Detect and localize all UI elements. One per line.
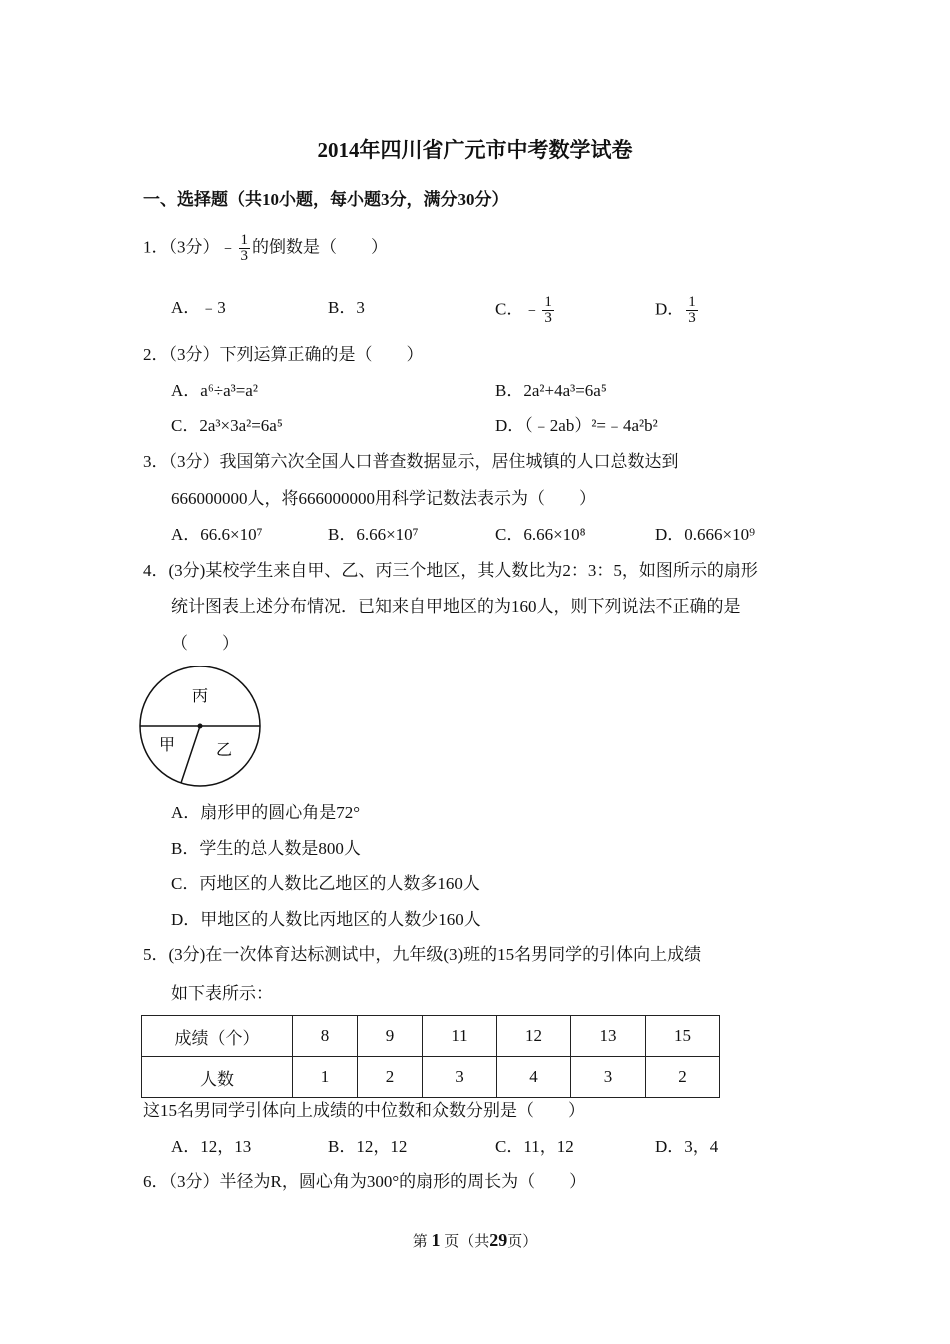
- table-cell: 1: [293, 1057, 358, 1098]
- q1-option-d-den: 3: [688, 310, 696, 326]
- question-4-line3: （ ）: [171, 634, 239, 653]
- q5-option-d: D．3，4: [655, 1137, 719, 1156]
- table-row-scores: [142, 1016, 720, 1057]
- pie-label-bing: 丙: [191, 686, 209, 705]
- q1-option-c: [495, 295, 556, 326]
- table-cell: 2: [358, 1057, 423, 1098]
- q1-option-d-label: D．: [655, 299, 685, 319]
- footer-post: 页）: [507, 1234, 538, 1250]
- table-header-counts: 人数: [142, 1057, 293, 1098]
- question-5-line1: 5．(3分)在一次体育达标测试中，九年级(3)班的15名男同学的引体向上成绩: [143, 945, 702, 964]
- q5-option-b: B．12，12: [328, 1137, 408, 1156]
- question-1: [143, 233, 388, 264]
- table-cell: 4: [497, 1057, 571, 1098]
- q1-option-d-num: 1: [688, 294, 696, 310]
- table-cell: 9: [358, 1016, 423, 1057]
- q1-option-c-den: 3: [544, 310, 552, 326]
- q1-suffix: 的倒数是（ ）: [252, 237, 388, 257]
- page-title: 2014年四川省广元市中考数学试卷: [317, 138, 633, 162]
- q1-frac-den: 3: [240, 248, 248, 264]
- pie-label-yi: 乙: [215, 740, 233, 759]
- table-cell: 2: [646, 1057, 720, 1098]
- q5-option-c: C．11，12: [495, 1137, 574, 1156]
- q1-option-c-num: 1: [544, 294, 552, 310]
- q3-option-c: C．6.66×10⁸: [495, 525, 586, 544]
- pie-divider-slant: [181, 726, 200, 783]
- table-cell: 13: [571, 1016, 646, 1057]
- q5-option-a: A．12，13: [171, 1137, 252, 1156]
- q3-option-d: D．0.666×10⁹: [655, 525, 756, 544]
- table-cell: 3: [571, 1057, 646, 1098]
- table-header-scores: 成绩（个）: [142, 1016, 293, 1057]
- q2-option-c: C．2a³×3a²=6a⁵: [171, 416, 283, 435]
- question-3-line2: 666000000人，将666000000用科学记数法表示为（ ）: [171, 489, 596, 508]
- table-row-counts: [142, 1057, 720, 1098]
- question-5-question: 这15名男同学引体向上成绩的中位数和众数分别是（ ）: [143, 1101, 585, 1120]
- q2-option-d: D．（﹣2ab）²=﹣4a²b²: [495, 416, 658, 435]
- q1-option-c-label: C．﹣: [495, 299, 541, 319]
- table-cell: 3: [423, 1057, 497, 1098]
- q1-option-a: A．﹣3: [171, 298, 226, 317]
- footer-mid: 页（共: [444, 1234, 490, 1250]
- score-table: [141, 1015, 720, 1098]
- q4-option-c: C．丙地区的人数比乙地区的人数多160人: [171, 874, 480, 893]
- table-cell: 11: [423, 1016, 497, 1057]
- q3-option-a: A．66.6×10⁷: [171, 525, 263, 544]
- question-4-line1: 4．(3分)某校学生来自甲、乙、丙三个地区，其人数比为2：3：5，如图所示的扇形: [143, 561, 758, 580]
- question-3-line1: 3．（3分）我国第六次全国人口普查数据显示，居住城镇的人口总数达到: [143, 452, 679, 471]
- table-cell: 12: [497, 1016, 571, 1057]
- q1-prefix: 1．（3分）﹣: [143, 237, 237, 257]
- footer-pre: 第: [412, 1234, 428, 1250]
- section-heading: 一、选择题（共10小题，每小题3分，满分30分）: [143, 190, 509, 209]
- q1-fraction: [239, 233, 251, 264]
- q1-option-b: B．3: [328, 298, 365, 317]
- pie-label-jia: 甲: [158, 735, 176, 754]
- q4-option-b: B．学生的总人数是800人: [171, 839, 361, 858]
- question-2: 2．（3分）下列运算正确的是（ ）: [143, 345, 424, 364]
- q1-frac-num: 1: [240, 232, 248, 248]
- q1-option-d: [655, 295, 700, 326]
- pie-chart: [137, 666, 265, 790]
- footer-page-number: 1: [431, 1230, 441, 1250]
- question-5-line2: 如下表所示：: [171, 984, 273, 1003]
- pie-center-dot: [198, 724, 203, 729]
- table-cell: 15: [646, 1016, 720, 1057]
- question-6: 6．（3分）半径为R，圆心角为300°的扇形的周长为（ ）: [143, 1172, 587, 1191]
- table-cell: 8: [293, 1016, 358, 1057]
- q3-option-b: B．6.66×10⁷: [328, 525, 419, 544]
- q2-option-b: B．2a²+4a³=6a⁵: [495, 381, 607, 400]
- question-4-line2: 统计图表上述分布情况．已知来自甲地区的为160人，则下列说法不正确的是: [171, 597, 741, 616]
- page-footer: [0, 1229, 950, 1253]
- q4-option-a: A．扇形甲的圆心角是72°: [171, 803, 361, 822]
- q4-option-d: D．甲地区的人数比丙地区的人数少160人: [171, 910, 481, 929]
- q2-option-a: A．a⁶÷a³=a²: [171, 381, 258, 400]
- footer-total-pages: 29: [489, 1230, 508, 1250]
